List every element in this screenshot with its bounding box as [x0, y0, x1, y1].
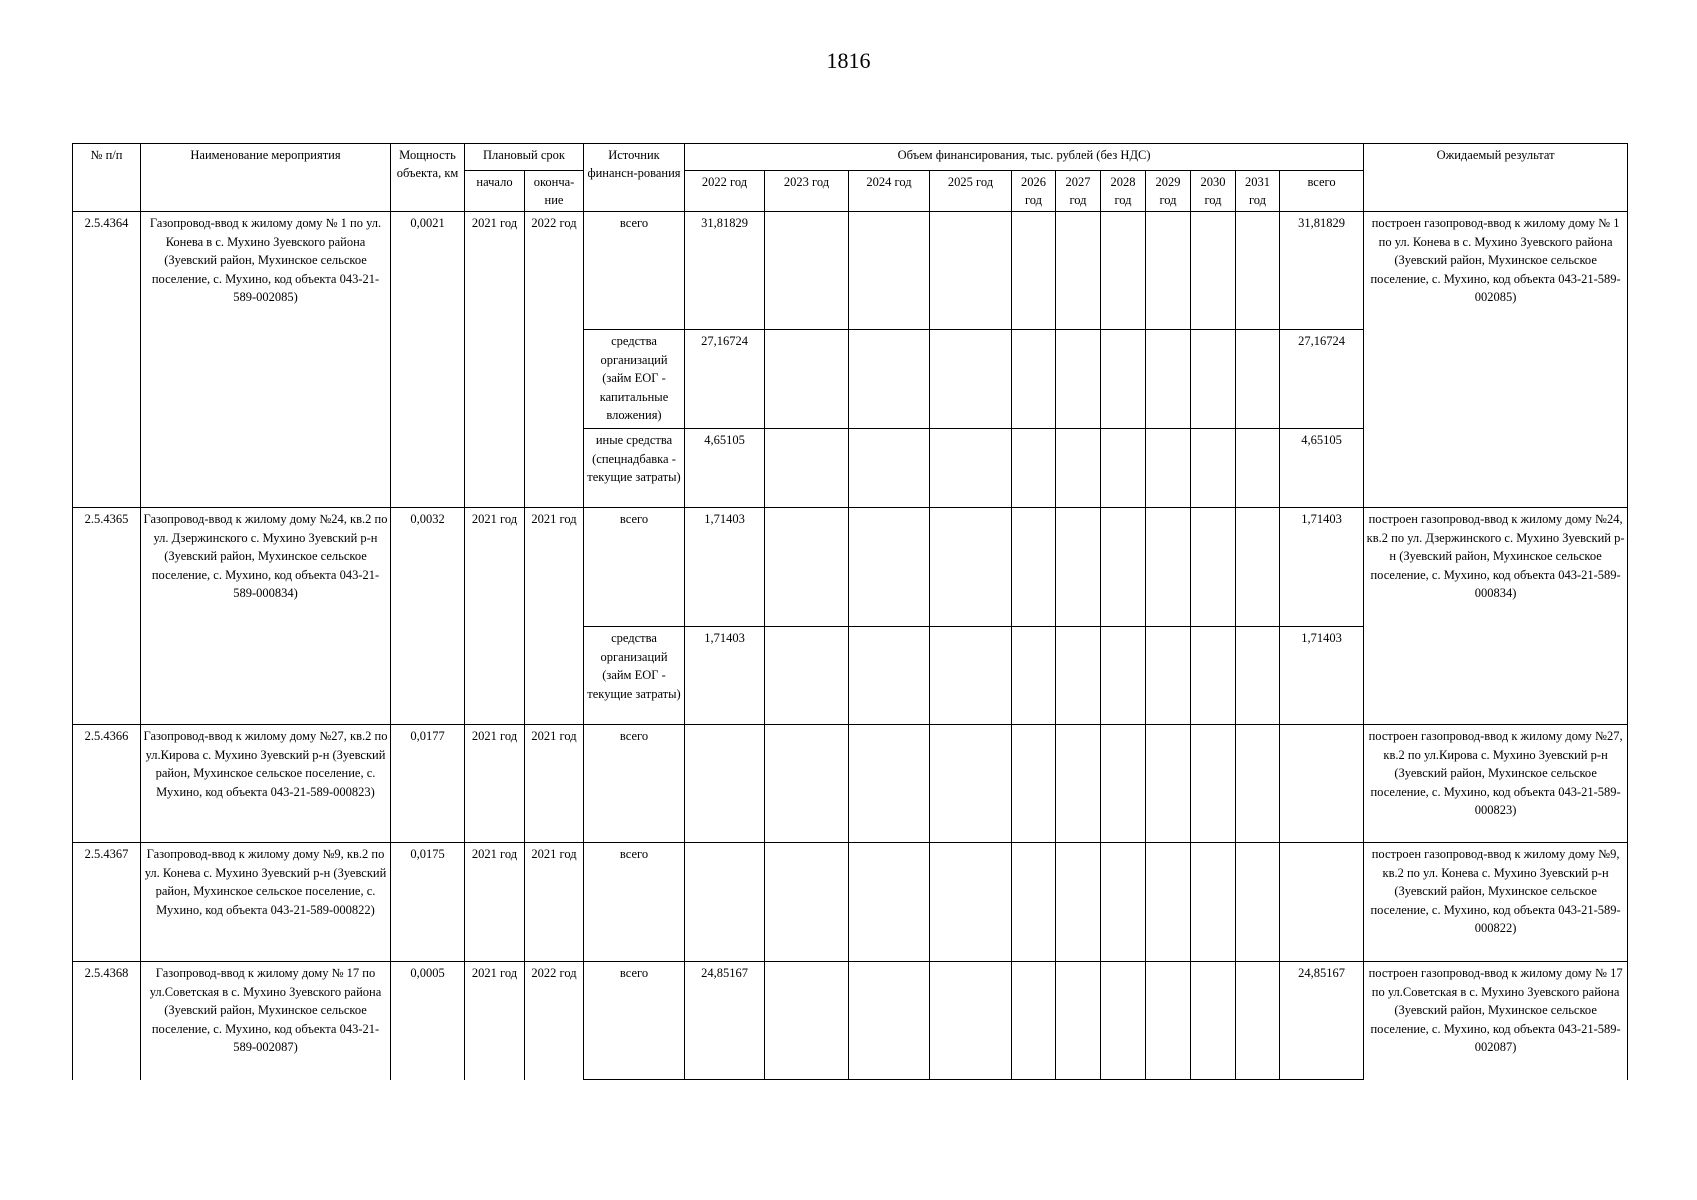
header-year-2024: 2024 год	[849, 171, 930, 212]
header-result: Ожидаемый результат	[1364, 144, 1628, 212]
cell-total: 1,71403	[1280, 627, 1364, 725]
row-start: 2021 год	[465, 508, 525, 725]
cell-total: 27,16724	[1280, 330, 1364, 429]
cell-total: 4,65105	[1280, 429, 1364, 508]
header-total: всего	[1280, 171, 1364, 212]
header-start: начало	[465, 171, 525, 212]
row-source: средства организаций (займ ЕОГ - текущие затраты)	[584, 627, 685, 725]
header-volume: Объем финансирования, тыс. рублей (без НДС)	[685, 144, 1364, 171]
row-result: построен газопровод-ввод к жилому дому №9, кв.2 по ул. Конева с. Мухино Зуевский р-н (Зуевский район, Мухинское сельское поселение, с. Мухино, код объекта 043-21-589-000822)	[1364, 843, 1628, 962]
row-num: 2.5.4365	[73, 508, 141, 725]
row-capacity: 0,0005	[391, 962, 465, 1080]
row-end: 2022 год	[525, 212, 584, 508]
table-row	[73, 508, 1628, 627]
row-start: 2021 год	[465, 843, 525, 962]
header-year-2025: 2025 год	[930, 171, 1012, 212]
row-name: Газопровод-ввод к жилому дому №27, кв.2 по ул.Кирова с. Мухино Зуевский р-н (Зуевский район, Мухинское сельское поселение, с. Мухино, код объекта 043-21-589-000823)	[141, 725, 391, 843]
header-name: Наименование мероприятия	[141, 144, 391, 212]
header-num: № п/п	[73, 144, 141, 212]
cell-total: 31,81829	[1280, 212, 1364, 330]
header-plan-term: Плановый срок	[465, 144, 584, 171]
header-year-2023: 2023 год	[765, 171, 849, 212]
table-row	[73, 212, 1628, 330]
row-name: Газопровод-ввод к жилому дому № 17 по ул.Советская в с. Мухино Зуевского района (Зуевский район, Мухинское сельское поселение, с. Мухино, код объекта 043-21-589-002087)	[141, 962, 391, 1080]
table-body	[73, 212, 1628, 1080]
row-num: 2.5.4364	[73, 212, 141, 508]
row-capacity: 0,0175	[391, 843, 465, 962]
header-year-2027: 2027 год	[1056, 171, 1101, 212]
row-source: всего	[584, 725, 685, 843]
row-source: всего	[584, 962, 685, 1080]
row-source: иные средства (спецнадбавка - текущие затраты)	[584, 429, 685, 508]
cell-2022: 4,65105	[685, 429, 765, 508]
row-name: Газопровод-ввод к жилому дому №24, кв.2 по ул. Дзержинского с. Мухино Зуевский р-н (Зуевский район, Мухинское сельское поселение, с. Мухино, код объекта 043-21-589-000834)	[141, 508, 391, 725]
header-year-2029: 2029 год	[1146, 171, 1191, 212]
header-year-2026: 2026 год	[1012, 171, 1056, 212]
row-end: 2021 год	[525, 725, 584, 843]
row-source: средства организаций (займ ЕОГ - капитальные вложения)	[584, 330, 685, 429]
page-number: 1816	[826, 48, 871, 73]
row-end: 2021 год	[525, 843, 584, 962]
row-num: 2.5.4367	[73, 843, 141, 962]
cell-total: 1,71403	[1280, 508, 1364, 627]
row-result: построен газопровод-ввод к жилому дому №27, кв.2 по ул.Кирова с. Мухино Зуевский р-н (Зуевский район, Мухинское сельское поселение, с. Мухино, код объекта 043-21-589-000823)	[1364, 725, 1628, 843]
row-end: 2021 год	[525, 508, 584, 725]
row-num: 2.5.4366	[73, 725, 141, 843]
row-source: всего	[584, 843, 685, 962]
cell-2022: 1,71403	[685, 508, 765, 627]
row-start: 2021 год	[465, 725, 525, 843]
header-year-2022: 2022 год	[685, 171, 765, 212]
row-start: 2021 год	[465, 212, 525, 508]
row-capacity: 0,0021	[391, 212, 465, 508]
row-end: 2022 год	[525, 962, 584, 1080]
header-year-2028: 2028 год	[1101, 171, 1146, 212]
cell-total	[1280, 725, 1364, 843]
row-result: построен газопровод-ввод к жилому дому № 17 по ул.Советская в с. Мухино Зуевского района (Зуевский район, Мухинское сельское поселение, с. Мухино, код объекта 043-21-589-002087)	[1364, 962, 1628, 1080]
header-source: Источник финансн-рования	[584, 144, 685, 212]
cell-2022: 31,81829	[685, 212, 765, 330]
row-source: всего	[584, 508, 685, 627]
row-name: Газопровод-ввод к жилому дому №9, кв.2 по ул. Конева с. Мухино Зуевский р-н (Зуевский район, Мухинское сельское поселение, с. Мухино, код объекта 043-21-589-000822)	[141, 843, 391, 962]
table-row	[73, 962, 1628, 1080]
row-start: 2021 год	[465, 962, 525, 1080]
row-capacity: 0,0032	[391, 508, 465, 725]
row-name: Газопровод-ввод к жилому дому № 1 по ул. Конева в с. Мухино Зуевского района (Зуевский район, Мухинское сельское поселение, с. Мухино, код объекта 043-21-589-002085)	[141, 212, 391, 508]
cell-2022	[685, 725, 765, 843]
row-source: всего	[584, 212, 685, 330]
cell-2022: 27,16724	[685, 330, 765, 429]
row-result: построен газопровод-ввод к жилому дому № 1 по ул. Конева в с. Мухино Зуевского района (Зуевский район, Мухинское сельское поселение, с. Мухино, код объекта 043-21-589-002085)	[1364, 212, 1628, 508]
header-year-2030: 2030 год	[1191, 171, 1236, 212]
cell-2022: 24,85167	[685, 962, 765, 1080]
cell-total: 24,85167	[1280, 962, 1364, 1080]
row-num: 2.5.4368	[73, 962, 141, 1080]
cell-total	[1280, 843, 1364, 962]
row-capacity: 0,0177	[391, 725, 465, 843]
header-year-2031: 2031 год	[1236, 171, 1280, 212]
header-capacity: Мощность объекта, км	[391, 144, 465, 212]
table-header	[73, 144, 1628, 212]
row-result: построен газопровод-ввод к жилому дому №24, кв.2 по ул. Дзержинского с. Мухино Зуевский р-н (Зуевский район, Мухинское сельское поселение, с. Мухино, код объекта 043-21-589-000834)	[1364, 508, 1628, 725]
table-row	[73, 843, 1628, 962]
cell-2022: 1,71403	[685, 627, 765, 725]
table-row	[73, 725, 1628, 843]
cell-2022	[685, 843, 765, 962]
financing-table	[72, 143, 1628, 1080]
header-end: оконча-ние	[525, 171, 584, 212]
